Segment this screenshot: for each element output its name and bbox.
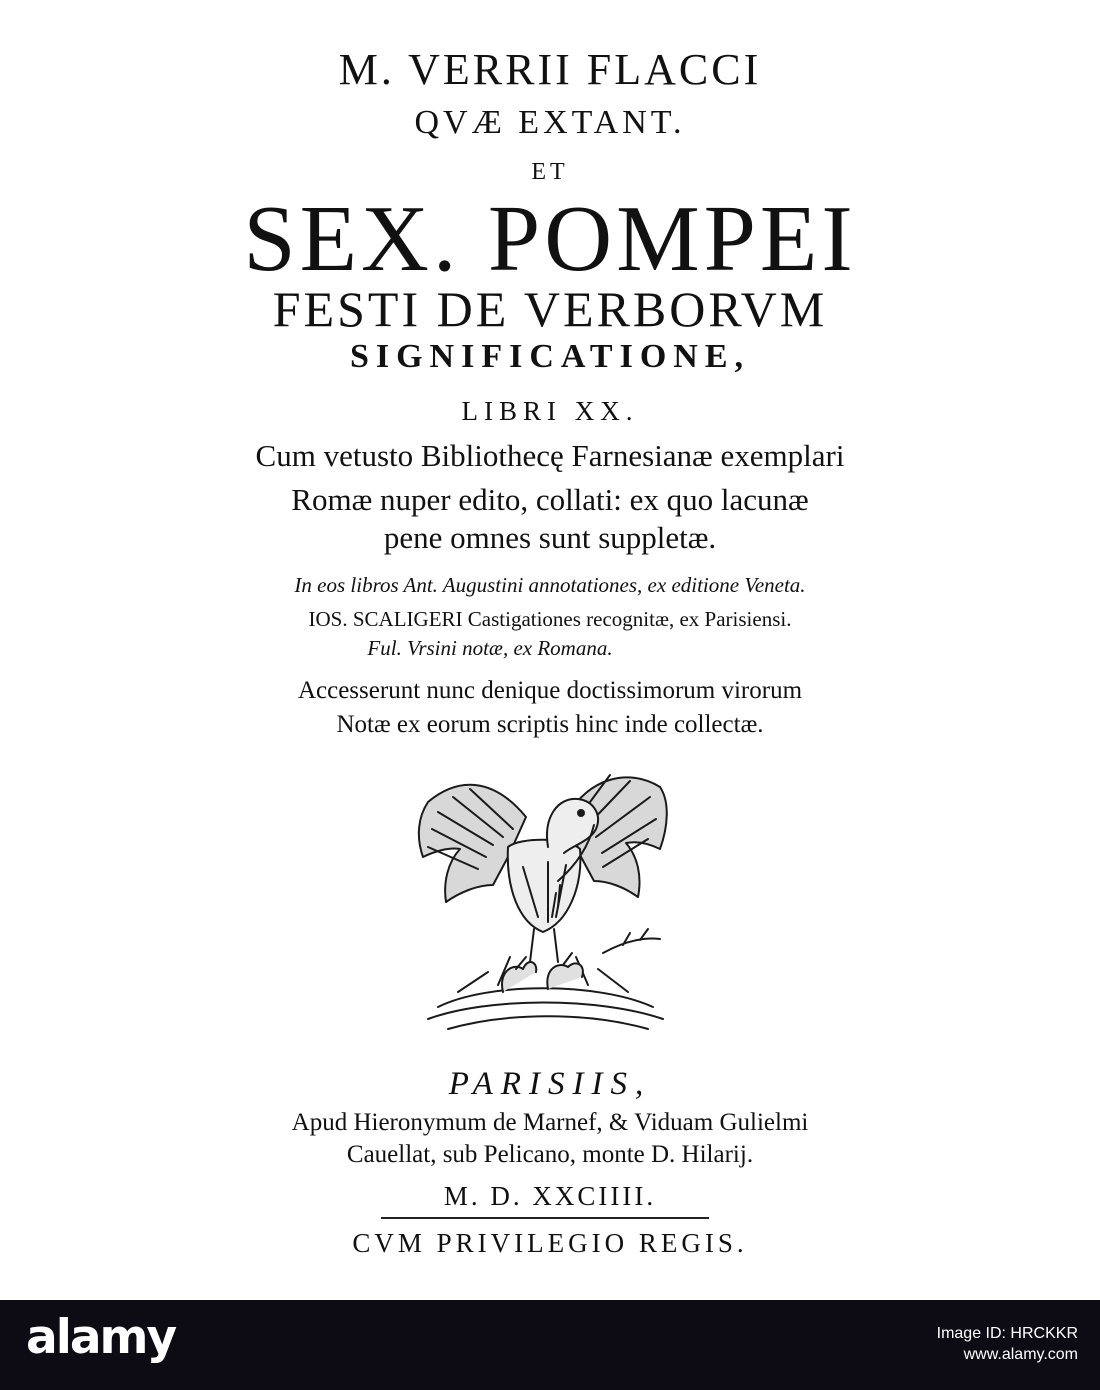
accesserunt-line-1: Accesserunt nunc denique doctissimorum virorum	[297, 677, 803, 704]
alamy-logo: alamy	[26, 1310, 176, 1365]
image-id-label: Image ID: HRCKKR	[936, 1325, 1078, 1342]
place-line: PARISIIS,	[448, 1066, 652, 1102]
pelican-device-image	[398, 757, 688, 1047]
et-line: ET	[531, 159, 569, 185]
stock-url-label: www.alamy.com	[963, 1346, 1078, 1363]
significatione-line: SIGNIFICATIONE,	[349, 338, 751, 375]
author-line: M. VERRII FLACCI	[338, 45, 762, 94]
annotation-line-3: Ful. Vrsini notæ, ex Romana.	[367, 636, 613, 660]
collation-line-1: Cum vetusto Bibliothecę Farnesianæ exemplari	[255, 438, 845, 473]
festi-line: FESTI DE VERBORVM	[272, 281, 828, 337]
imprint-line-2: Cauellat, sub Pelicano, monte D. Hilarij.	[346, 1141, 754, 1168]
collation-line-3: pene omnes sunt suppletæ.	[383, 520, 717, 555]
collation-line-2: Romæ nuper edito, collati: ex quo lacunæ	[291, 482, 809, 517]
privilege-line: CVM PRIVILEGIO REGIS.	[352, 1228, 748, 1258]
date-line: M. D. XXCIIII.	[443, 1181, 657, 1211]
annotation-line-2: IOS. SCALIGERI Castigationes recognitæ, ex Parisiensi.	[308, 607, 792, 631]
imprint-line-1: Apud Hieronymum de Marnef, & Viduam Gulielmi	[291, 1109, 809, 1136]
stock-watermark-banner	[0, 1300, 1100, 1390]
sex-pompei-heading: SEX. POMPEI	[243, 187, 857, 291]
annotation-line-1: In eos libros Ant. Augustini annotationes, ex editione Veneta.	[294, 573, 806, 597]
quae-extant-line: QVÆ EXTANT.	[414, 104, 686, 141]
accesserunt-line-2: Notæ ex eorum scriptis hinc inde collectæ.	[336, 711, 764, 738]
libri-line: LIBRI XX.	[461, 396, 639, 426]
pelican-icon	[398, 757, 688, 1047]
divider-rule	[381, 1217, 709, 1219]
